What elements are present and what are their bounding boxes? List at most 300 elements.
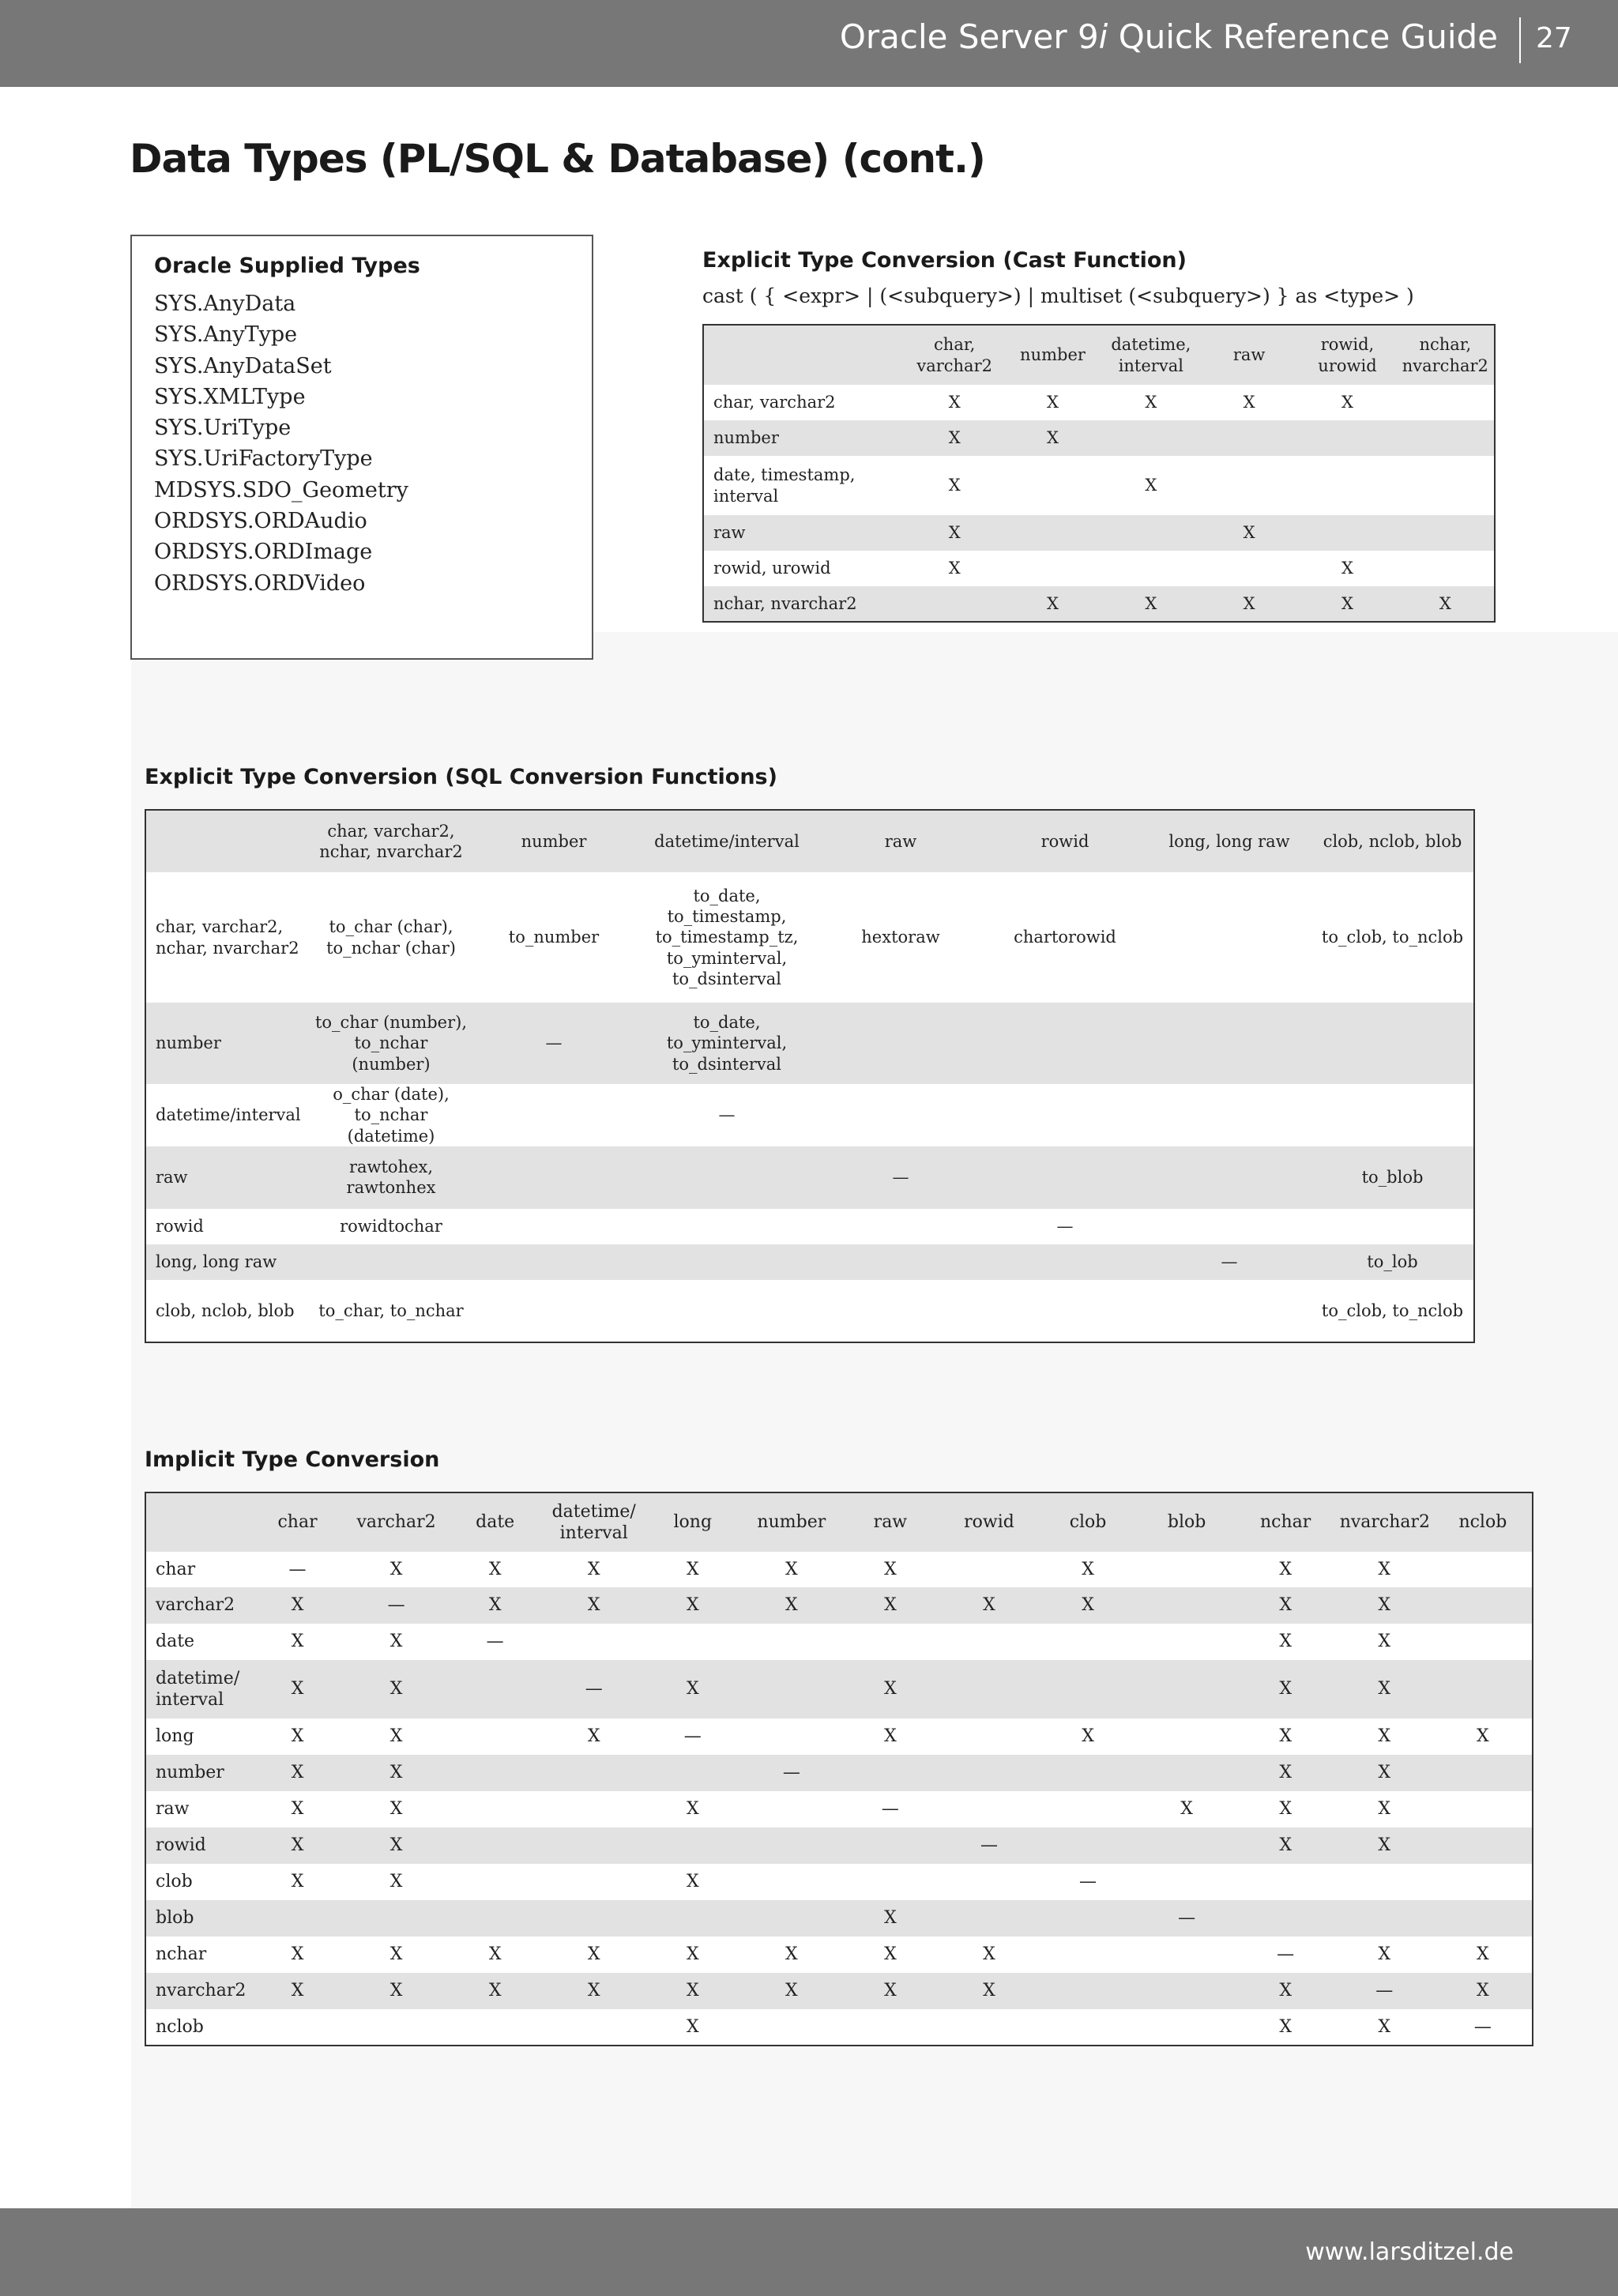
table-row	[703, 586, 1495, 622]
table-cell	[248, 1900, 347, 1937]
column-header: raw	[873, 1512, 908, 1533]
row-label: number	[713, 428, 779, 448]
table-cell: —	[288, 1559, 307, 1579]
row-label: raw	[156, 1799, 190, 1820]
column-header: long	[673, 1512, 713, 1533]
footer-url: www.larsditzel.de	[1305, 2238, 1514, 2266]
table-cell	[841, 2009, 939, 2046]
table-cell: X	[785, 1559, 798, 1579]
table-cell	[635, 1146, 818, 1209]
column-header: rowid	[964, 1512, 1014, 1533]
table-cell	[446, 2009, 544, 2046]
table-cell: X	[291, 1595, 304, 1616]
table-cell	[446, 1864, 544, 1900]
table-row	[145, 1718, 1533, 1755]
row-label: long, long raw	[156, 1252, 277, 1272]
table-cell: X	[291, 1872, 304, 1892]
table-cell: X	[948, 393, 961, 412]
table-cell: X	[1439, 593, 1451, 613]
table-cell	[1102, 551, 1200, 586]
column-header	[145, 1492, 248, 1552]
supplied-type-item: SYS.UriFactoryType	[154, 446, 373, 472]
table-cell: X	[1378, 1595, 1391, 1616]
column-header: long, long raw	[1168, 831, 1290, 851]
table-cell	[347, 1900, 446, 1937]
table-cell	[544, 1624, 643, 1660]
table-cell: X	[1279, 1679, 1292, 1699]
table-cell: X	[1378, 2016, 1391, 2037]
table-cell	[1434, 1660, 1533, 1718]
row-label: nchar	[156, 1944, 207, 1965]
table-row	[145, 1624, 1533, 1660]
table-cell	[841, 1624, 939, 1660]
table-cell	[742, 1827, 841, 1864]
table-cell: X	[1047, 428, 1059, 448]
supplied-types-box	[130, 235, 593, 660]
table-cell: X	[884, 1726, 897, 1747]
table-cell: X	[1082, 1726, 1094, 1747]
table-cell	[1039, 1791, 1138, 1827]
table-cell: X	[1243, 593, 1255, 613]
row-label: rowid	[156, 1217, 204, 1236]
row-label: number	[156, 1763, 224, 1783]
table-cell: X	[587, 1944, 600, 1965]
table-row	[145, 1244, 1474, 1280]
table-cell: X	[1082, 1559, 1094, 1579]
guide-title: Oracle Server 9i Quick Reference Guide	[839, 17, 1498, 56]
supplied-type-item: SYS.AnyData	[154, 292, 296, 316]
table-cell	[544, 2009, 643, 2046]
table-cell	[1039, 2009, 1138, 2046]
table-cell: —	[545, 1033, 563, 1053]
table-cell: X	[291, 1763, 304, 1783]
table-cell: X	[291, 1835, 304, 1856]
table-cell	[939, 1552, 1038, 1587]
table-cell: X	[389, 1632, 403, 1652]
table-row	[703, 456, 1495, 515]
table-cell	[939, 1624, 1038, 1660]
table-cell	[1138, 1864, 1236, 1900]
table-cell	[643, 1755, 742, 1791]
table-cell: X	[291, 1632, 304, 1652]
table-cell	[983, 1003, 1147, 1084]
header-row	[703, 325, 1495, 385]
column-header: blob	[1167, 1512, 1206, 1533]
supplied-type-item: SYS.AnyType	[154, 322, 298, 348]
table-cell: X	[1477, 1726, 1489, 1747]
table-cell	[1147, 872, 1311, 1003]
header-divider	[1519, 17, 1521, 63]
table-cell	[939, 1660, 1038, 1718]
table-cell: —	[1221, 1252, 1238, 1272]
table-row	[145, 1003, 1474, 1084]
table-cell	[1434, 1624, 1533, 1660]
table-cell	[1298, 456, 1396, 515]
table-row	[145, 1146, 1474, 1209]
table-cell: X	[587, 1726, 600, 1747]
table-cell: X	[1279, 1799, 1292, 1820]
table-cell: to_lob	[1367, 1252, 1418, 1272]
table-cell: X	[884, 1944, 897, 1965]
table-row	[703, 385, 1495, 420]
table-cell	[1434, 1900, 1533, 1937]
table-cell: X	[1145, 393, 1157, 412]
table-cell: X	[686, 1559, 699, 1579]
table-row	[145, 1280, 1474, 1342]
table-cell: rowidtochar	[340, 1217, 442, 1236]
table-cell	[841, 1827, 939, 1864]
table-cell	[544, 1827, 643, 1864]
table-cell: X	[948, 428, 961, 448]
row-label: nclob	[156, 2016, 204, 2037]
table-cell	[1434, 1864, 1533, 1900]
table-cell	[1311, 1084, 1474, 1146]
implicit-conversion-heading: Implicit Type Conversion	[145, 1447, 440, 1472]
table-row	[145, 1864, 1533, 1900]
supplied-types-heading: Oracle Supplied Types	[154, 254, 420, 278]
table-cell: X	[1279, 1763, 1292, 1783]
table-cell: —	[718, 1105, 736, 1125]
column-header: char	[277, 1512, 318, 1533]
row-label: varchar2	[156, 1595, 235, 1616]
table-cell	[643, 1900, 742, 1937]
table-cell	[1236, 1900, 1335, 1937]
table-cell	[841, 1864, 939, 1900]
table-cell: to_char, to_nchar	[318, 1300, 464, 1320]
supplied-type-item: ORDSYS.ORDImage	[154, 540, 373, 565]
table-cell: X	[1341, 393, 1353, 412]
sql-conversion-table	[145, 809, 1475, 1343]
table-cell: X	[1243, 393, 1255, 412]
table-row	[145, 2009, 1533, 2046]
table-cell	[1434, 1755, 1533, 1791]
table-cell	[1138, 1587, 1236, 1624]
table-cell: X	[389, 1799, 403, 1820]
table-cell	[1298, 515, 1396, 551]
table-cell: X	[948, 523, 961, 543]
table-row	[145, 1660, 1533, 1718]
row-label: char, varchar2, nchar, nvarchar2	[156, 917, 299, 958]
table-cell: to_clob, to_nclob	[1321, 928, 1464, 947]
column-header: number	[1020, 345, 1086, 365]
table-cell	[472, 1084, 635, 1146]
table-cell: to_char (number), to_nchar (number)	[314, 1013, 468, 1074]
table-cell: X	[389, 1763, 403, 1783]
table-cell	[1102, 420, 1200, 456]
table-cell	[1003, 456, 1101, 515]
table-cell: X	[1378, 1944, 1391, 1965]
table-cell	[310, 1244, 472, 1280]
table-cell	[1397, 456, 1495, 515]
table-cell	[1138, 1660, 1236, 1718]
table-cell: to_clob, to_nclob	[1321, 1300, 1464, 1320]
table-row	[145, 1209, 1474, 1244]
supplied-type-item: SYS.AnyDataSet	[154, 353, 332, 378]
table-cell	[446, 1660, 544, 1718]
table-cell: X	[1378, 1763, 1391, 1783]
table-cell	[1138, 1937, 1236, 1973]
table-row	[145, 1587, 1533, 1624]
table-cell: X	[488, 1944, 502, 1965]
row-label: long	[156, 1726, 194, 1747]
table-cell: —	[1178, 1908, 1196, 1929]
table-cell	[347, 2009, 446, 2046]
table-cell	[742, 1718, 841, 1755]
table-cell	[939, 1791, 1038, 1827]
table-cell: X	[1378, 1679, 1391, 1699]
row-label: nchar, nvarchar2	[713, 593, 857, 613]
table-cell	[643, 1624, 742, 1660]
table-cell	[1039, 1755, 1138, 1791]
row-label: raw	[713, 523, 746, 543]
table-cell: X	[884, 1679, 897, 1699]
table-cell: X	[1047, 593, 1059, 613]
table-cell	[983, 1280, 1147, 1342]
table-cell: X	[587, 1981, 600, 2001]
row-label: rowid, urowid	[713, 559, 831, 578]
column-header: nvarchar2	[1339, 1512, 1431, 1533]
table-cell	[1138, 1718, 1236, 1755]
supplied-type-item: SYS.UriType	[154, 416, 292, 441]
table-cell: X	[291, 1944, 304, 1965]
table-cell	[643, 1827, 742, 1864]
table-row	[703, 515, 1495, 551]
table-cell	[1397, 551, 1495, 586]
table-cell	[818, 1280, 983, 1342]
table-cell: X	[1279, 1981, 1292, 2001]
table-cell	[939, 2009, 1038, 2046]
header-row	[145, 810, 1474, 872]
table-cell: X	[1082, 1595, 1094, 1616]
table-cell: X	[1047, 393, 1059, 412]
table-cell: X	[1279, 2016, 1292, 2037]
table-cell: X	[686, 1595, 699, 1616]
table-cell	[1147, 1146, 1311, 1209]
supplied-type-item: MDSYS.SDO_Geometry	[154, 477, 408, 502]
table-cell: X	[1378, 1799, 1391, 1820]
table-cell: X	[686, 1981, 699, 2001]
table-cell	[1397, 420, 1495, 456]
table-cell: —	[1079, 1872, 1097, 1892]
table-cell	[1138, 1755, 1236, 1791]
cast-conversion-table	[702, 324, 1496, 623]
table-cell	[1298, 420, 1396, 456]
table-row	[145, 1552, 1533, 1587]
cast-heading: Explicit Type Conversion (Cast Function)	[702, 248, 1187, 273]
table-cell: chartorowid	[1014, 928, 1116, 947]
table-row	[145, 1755, 1533, 1791]
table-cell	[1102, 515, 1200, 551]
table-cell: X	[884, 1981, 897, 2001]
row-label: char, varchar2	[713, 393, 836, 412]
table-cell	[635, 1209, 818, 1244]
table-cell: o_char (date), to_nchar (datetime)	[333, 1085, 450, 1146]
column-header	[703, 325, 905, 385]
table-cell	[1397, 385, 1495, 420]
table-cell: X	[291, 1799, 304, 1820]
table-cell	[1335, 1900, 1434, 1937]
column-header: char, varchar2	[916, 335, 992, 375]
table-cell	[1138, 1552, 1236, 1587]
table-cell	[1147, 1209, 1311, 1244]
table-cell	[472, 1209, 635, 1244]
table-cell: —	[1056, 1217, 1074, 1236]
table-cell	[446, 1718, 544, 1755]
table-cell: hextoraw	[861, 928, 940, 947]
table-row	[145, 1084, 1474, 1146]
row-label: date, timestamp, interval	[713, 465, 856, 506]
cast-syntax: cast ( { <expr> | (<subquery>) | multiset (<subquery>) } as <type> )	[702, 284, 1414, 307]
table-cell	[905, 586, 1003, 622]
table-cell	[635, 1280, 818, 1342]
table-cell	[1039, 1900, 1138, 1937]
table-cell	[472, 1146, 635, 1209]
column-header: clob, nclob, blob	[1323, 831, 1462, 851]
table-cell: X	[1279, 1835, 1292, 1856]
table-cell	[742, 2009, 841, 2046]
table-cell: X	[884, 1559, 897, 1579]
table-cell	[742, 1900, 841, 1937]
table-cell	[1138, 1973, 1236, 2009]
table-cell: to_blob	[1361, 1168, 1424, 1188]
row-label: date	[156, 1632, 195, 1652]
column-header: rowid, urowid	[1318, 335, 1377, 375]
column-header: datetime, interval	[1111, 335, 1191, 375]
table-cell: X	[1279, 1559, 1292, 1579]
table-cell	[742, 1660, 841, 1718]
column-header: date	[476, 1512, 515, 1533]
table-cell: X	[389, 1872, 403, 1892]
table-cell	[1434, 1552, 1533, 1587]
table-cell	[1335, 1864, 1434, 1900]
table-cell	[1434, 1587, 1533, 1624]
column-header: nchar, nvarchar2	[1402, 335, 1488, 375]
table-cell: rawtohex, rawtonhex	[346, 1157, 436, 1198]
row-label: number	[156, 1033, 221, 1053]
column-header	[145, 810, 310, 872]
page-title: Data Types (PL/SQL & Database) (cont.)	[130, 136, 985, 182]
supplied-types-list	[154, 288, 408, 599]
table-row	[145, 1900, 1533, 1937]
table-row	[145, 1973, 1533, 2009]
table-cell	[742, 1791, 841, 1827]
table-row	[703, 420, 1495, 456]
table-cell: X	[884, 1908, 897, 1929]
table-cell	[1147, 1084, 1311, 1146]
table-cell	[544, 1791, 643, 1827]
table-cell	[635, 1244, 818, 1280]
table-cell: X	[785, 1595, 798, 1616]
table-cell: X	[686, 2016, 699, 2037]
page-footer	[0, 2208, 1618, 2296]
table-cell: X	[587, 1595, 600, 1616]
table-cell: to_char (char), to_nchar (char)	[326, 917, 456, 958]
table-cell: —	[782, 1763, 800, 1783]
table-cell: X	[1145, 476, 1157, 495]
table-row	[145, 1937, 1533, 1973]
table-cell: X	[488, 1981, 502, 2001]
table-cell	[818, 1244, 983, 1280]
table-cell	[1138, 2009, 1236, 2046]
row-label: datetime/ interval	[156, 1668, 240, 1710]
table-cell	[1039, 1973, 1138, 2009]
header-row	[145, 1492, 1533, 1552]
table-cell	[983, 1146, 1147, 1209]
table-cell: X	[1477, 1981, 1489, 2001]
column-header: datetime/ interval	[551, 1501, 636, 1543]
table-cell: —	[387, 1595, 405, 1616]
table-cell: X	[587, 1559, 600, 1579]
table-cell: X	[1279, 1726, 1292, 1747]
table-cell	[983, 1084, 1147, 1146]
table-cell	[544, 1900, 643, 1937]
sql-conversion-heading: Explicit Type Conversion (SQL Conversion Functions)	[145, 765, 777, 789]
table-cell: X	[1477, 1944, 1489, 1965]
column-header: nchar	[1260, 1512, 1311, 1533]
table-cell: —	[1277, 1944, 1295, 1965]
table-cell: X	[983, 1981, 995, 2001]
column-header: nclob	[1458, 1512, 1507, 1533]
table-cell	[248, 2009, 347, 2046]
table-cell: to_number	[508, 928, 600, 947]
column-header: char, varchar2, nchar, nvarchar2	[319, 821, 463, 861]
table-cell	[841, 1755, 939, 1791]
column-header: varchar2	[356, 1512, 436, 1533]
table-cell: X	[948, 559, 961, 578]
table-cell	[1434, 1791, 1533, 1827]
table-cell: X	[291, 1679, 304, 1699]
table-cell	[742, 1624, 841, 1660]
supplied-type-item: ORDSYS.ORDVideo	[154, 570, 366, 596]
table-cell	[1003, 551, 1101, 586]
table-cell: X	[1378, 1559, 1391, 1579]
table-cell	[446, 1827, 544, 1864]
table-cell	[446, 1755, 544, 1791]
column-header: datetime/interval	[654, 831, 800, 851]
table-cell: —	[486, 1632, 504, 1652]
table-cell: —	[585, 1679, 603, 1699]
table-cell: X	[686, 1799, 699, 1820]
table-cell	[939, 1900, 1038, 1937]
table-cell	[1434, 1827, 1533, 1864]
table-cell	[818, 1209, 983, 1244]
table-cell: —	[881, 1799, 899, 1820]
table-cell: to_date, to_yminterval, to_dsinterval	[666, 1013, 788, 1074]
table-cell	[1236, 1864, 1335, 1900]
table-cell	[939, 1718, 1038, 1755]
table-cell: X	[389, 1679, 403, 1699]
page-number: 27	[1536, 22, 1572, 55]
table-cell	[1311, 1209, 1474, 1244]
table-cell	[472, 1280, 635, 1342]
table-cell	[939, 1755, 1038, 1791]
table-cell: X	[1279, 1595, 1292, 1616]
table-cell	[1200, 551, 1298, 586]
column-header: raw	[1232, 345, 1266, 365]
row-label: raw	[156, 1168, 188, 1188]
table-cell: X	[1341, 593, 1353, 613]
row-label: clob	[156, 1872, 193, 1892]
table-cell: X	[389, 1726, 403, 1747]
table-cell	[544, 1864, 643, 1900]
table-cell: X	[1279, 1632, 1292, 1652]
table-cell	[1039, 1937, 1138, 1973]
row-label: rowid	[156, 1835, 206, 1856]
table-cell: X	[686, 1679, 699, 1699]
table-cell: X	[1145, 593, 1157, 613]
table-cell	[983, 1244, 1147, 1280]
table-cell: X	[389, 1944, 403, 1965]
